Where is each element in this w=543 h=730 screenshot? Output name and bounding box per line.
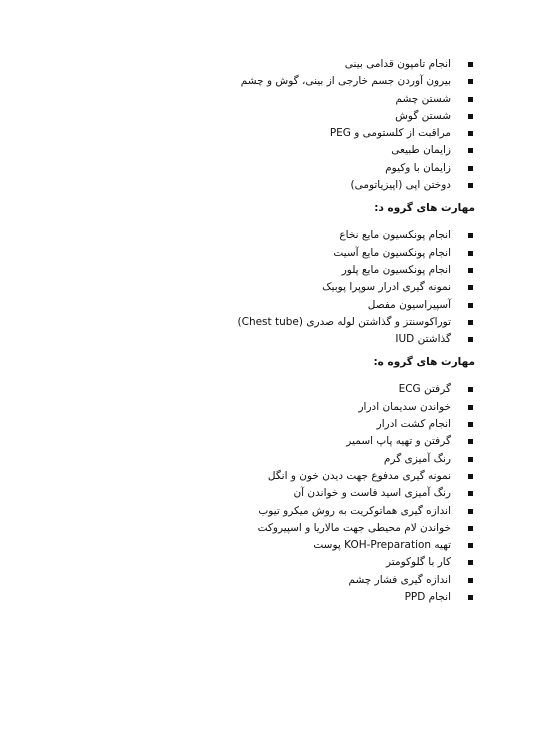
square-bullet-icon: [468, 131, 473, 136]
square-bullet-icon: [468, 526, 473, 531]
square-bullet-icon: [468, 578, 473, 583]
square-bullet-icon: [468, 183, 473, 188]
skill-text: انجام پونکسیون مایع پلور: [341, 263, 451, 276]
group-e-heading: مهارت های گروه ه:: [373, 356, 475, 369]
list-item: [35, 433, 475, 450]
list-item: [35, 262, 475, 279]
square-bullet-icon: [468, 491, 473, 496]
square-bullet-icon: [468, 166, 473, 171]
square-bullet-icon: [468, 387, 473, 392]
square-bullet-icon: [468, 337, 473, 342]
skill-text: نمونه گیری مدفوع جهت دیدن خون و انگل: [267, 469, 451, 482]
square-bullet-icon: [468, 509, 473, 514]
list-item: [35, 56, 475, 73]
list-item: [35, 485, 475, 502]
square-bullet-icon: [468, 268, 473, 273]
skill-text: آسپیراسیون مفصل: [367, 298, 451, 311]
square-bullet-icon: [468, 595, 473, 600]
group-d-skill-list: [35, 227, 475, 348]
list-item: [35, 554, 475, 571]
list-item: [35, 589, 475, 606]
list-item: [35, 142, 475, 159]
list-item: [35, 331, 475, 348]
square-bullet-icon: [468, 457, 473, 462]
skill-text: مراقبت از کلستومی و PEG: [329, 127, 451, 140]
list-item: [35, 451, 475, 468]
skill-text: انجام کشت ادرار: [376, 418, 451, 431]
skill-text: انجام پونکسیون مایع آسیت: [333, 246, 451, 259]
square-bullet-icon: [468, 285, 473, 290]
skill-text: انجام پونکسیون مایع نخاع: [339, 229, 451, 242]
skill-text: انجام تامپون قدامی بینی: [344, 58, 451, 70]
skill-text: انجام PPD: [404, 591, 451, 604]
list-item: [35, 177, 475, 194]
group-e-skill-list: [35, 381, 475, 606]
square-bullet-icon: [468, 97, 473, 102]
square-bullet-icon: [468, 251, 473, 256]
skill-text: زایمان با وکیوم: [385, 161, 451, 174]
square-bullet-icon: [468, 148, 473, 153]
list-item: [35, 227, 475, 244]
skill-text: اندازه گیری فشار چشم: [348, 573, 451, 586]
skill-text: اندازه گیری هماتوکریت به روش میکرو تیوب: [258, 504, 451, 517]
list-item: [35, 73, 475, 90]
square-bullet-icon: [468, 474, 473, 479]
document-page: [35, 56, 475, 606]
list-item: [35, 468, 475, 485]
skill-text: کار با گلوکومتر: [386, 556, 451, 569]
square-bullet-icon: [468, 62, 473, 67]
square-bullet-icon: [468, 422, 473, 427]
list-item: [35, 245, 475, 262]
square-bullet-icon: [468, 320, 473, 325]
skill-text: خواندن سدیمان ادرار: [358, 400, 451, 413]
list-item: [35, 399, 475, 416]
list-item: [35, 108, 475, 125]
skill-text: تهیه KOH-Preparation پوست: [313, 539, 451, 552]
skill-text: شستن چشم: [395, 92, 451, 105]
skill-text: رنگ آمیزی اسید فاست و خواندن آن: [293, 487, 451, 500]
group-d-heading: مهارت های گروه د:: [374, 202, 475, 215]
square-bullet-icon: [468, 303, 473, 308]
square-bullet-icon: [468, 405, 473, 410]
list-item: [35, 314, 475, 331]
list-item: [35, 279, 475, 296]
skill-text: رنگ آمیزی گرم: [383, 452, 451, 465]
group-c-skill-list: [35, 56, 475, 194]
list-item: [35, 520, 475, 537]
square-bullet-icon: [468, 114, 473, 119]
square-bullet-icon: [468, 543, 473, 548]
list-item: [35, 297, 475, 314]
skill-text: بیرون آوردن جسم خارجی از بینی، گوش و چشم: [240, 75, 451, 88]
list-item: [35, 503, 475, 520]
list-item: [35, 125, 475, 142]
skill-text: گذاشتن IUD: [395, 333, 451, 346]
square-bullet-icon: [468, 439, 473, 444]
skill-text: دوختن اپی (اپیزیاتومی): [350, 179, 451, 192]
list-item: [35, 537, 475, 554]
square-bullet-icon: [468, 233, 473, 238]
list-item: [35, 572, 475, 589]
skill-text: خواندن لام محیطی جهت مالاریا و اسپیروکت: [257, 521, 451, 534]
skill-text: نمونه گیری ادرار سوپرا پوبیک: [322, 281, 451, 294]
list-item: [35, 381, 475, 398]
skill-text: توراکوسنتز و گذاشتن لوله صدری (Chest tube): [237, 315, 451, 328]
square-bullet-icon: [468, 560, 473, 565]
skill-text: زایمان طبیعی: [391, 144, 451, 157]
skill-text: گرفتن ECG: [398, 383, 451, 396]
list-item: [35, 160, 475, 177]
skill-text: گرفتن و تهیه پاپ اسمیر: [346, 435, 451, 448]
square-bullet-icon: [468, 79, 473, 84]
skill-text: شستن گوش: [395, 109, 451, 122]
list-item: [35, 91, 475, 108]
list-item: [35, 416, 475, 433]
